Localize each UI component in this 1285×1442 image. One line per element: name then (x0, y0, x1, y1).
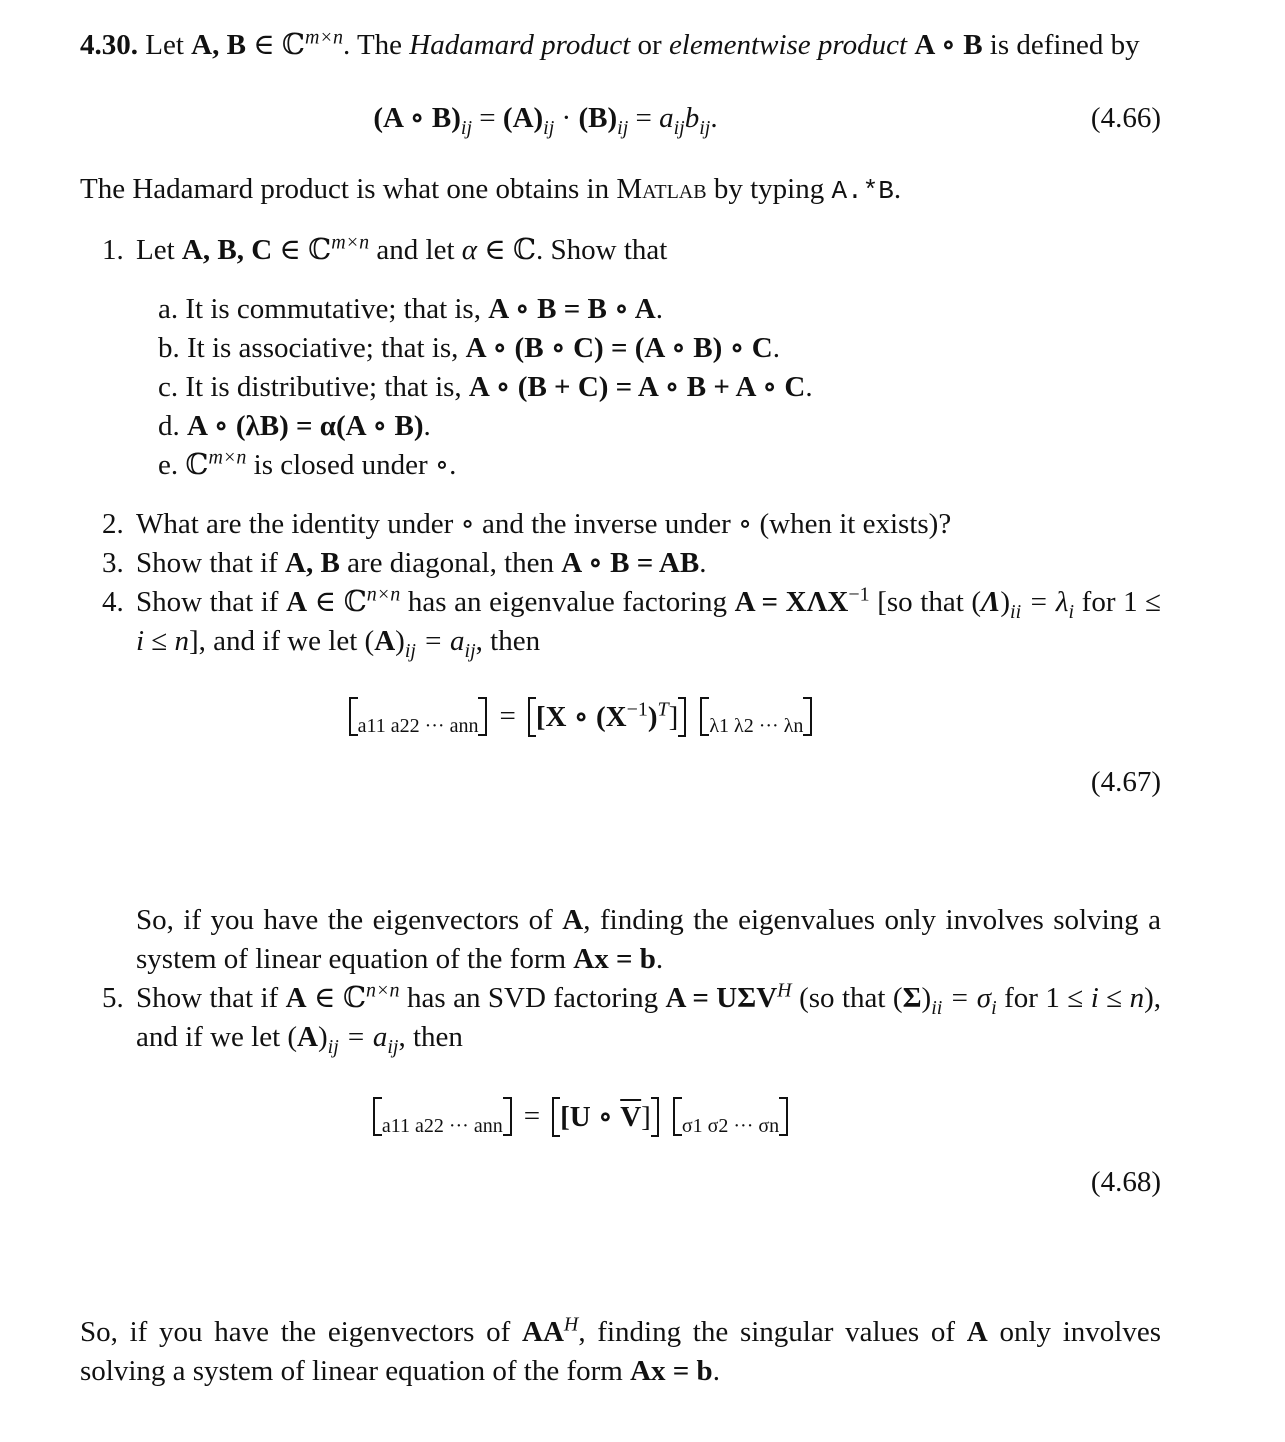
item-3-end: . (699, 547, 707, 579)
item-4-lambda-matrix: Λ (981, 586, 1001, 618)
item-5-sigma-matrix: Σ (902, 982, 922, 1014)
equation-number-4-68: (4.68) (1090, 1166, 1161, 1198)
item-3-text-a: Show that if (136, 547, 278, 579)
term-hadamard: Hadamard product (409, 29, 631, 61)
matrix-subscript: σ1 σ2 ··· σn (681, 1114, 780, 1137)
eq466-lhs-sub: ij (460, 116, 473, 139)
eq466-equals: = (472, 102, 503, 134)
eq467-left-vector (349, 697, 488, 736)
subitem-e-end: is closed under ∘. (253, 449, 457, 481)
matrix-subscript: λ1 λ2 ··· λn (709, 714, 804, 737)
intro-dim: m×n (305, 26, 343, 49)
equation-number-4-66: (4.66) (1090, 102, 1161, 134)
eq466-equals-2: = (628, 102, 660, 134)
item-5-text-f: (so that ( (799, 982, 903, 1014)
item-5-text-j: for 1 ≤ (1004, 982, 1084, 1014)
item-2-text: What are the identity under ∘ and the inverse under ∘ (when it exists)? (136, 508, 952, 540)
item-3-math: A ∘ B = AB (561, 547, 700, 579)
eq467-center-a: [X ∘ (X (535, 700, 627, 733)
item-4-paren-2: ) (395, 625, 405, 657)
eq466-rhs-b: b (684, 102, 700, 134)
conclusion-4-matrix: A (562, 904, 584, 936)
item-5-hermitian: H (777, 979, 792, 1002)
intro-or: or (637, 29, 662, 61)
item-5-factoring: A = UΣV (665, 982, 778, 1014)
item-4-inverse: −1 (848, 583, 870, 606)
item-3 (80, 544, 1161, 583)
document-page (80, 26, 1161, 1391)
equation-4-67: $_{a11 a22 \cdot\cdot\cdot ann}$ = [X ∘ $(X^{-1})^T$] $_{\lambda 1 \lambda 2 \cdot\cdot\cdot \lambda n}$ (4.67) (80, 697, 1161, 873)
matlab-line (80, 170, 1161, 211)
item-5-sub-i: i (991, 996, 997, 1019)
item-4-sub-ij: ij (404, 639, 416, 662)
item-1-subitems (158, 290, 1161, 485)
subitem-d-text: d. (158, 410, 180, 442)
subitem-d (158, 407, 1161, 446)
equation-number-4-67: (4.67) (1090, 766, 1161, 798)
item-5-text-a: Show that if (136, 982, 279, 1014)
final-paragraph (80, 1313, 1161, 1391)
eq466-dot: · (554, 102, 579, 134)
item-5-then: , then (398, 1021, 463, 1053)
item-4-lambda-i: = λ (1021, 586, 1069, 618)
item-1-matrices: A, B, C (181, 234, 273, 266)
item-5-index-i: i (1090, 982, 1099, 1014)
item-4-number: 4. (102, 586, 124, 618)
eq468-right-vector (673, 1097, 788, 1136)
item-4-text-a: Show that if (136, 586, 279, 618)
item-5 (80, 979, 1161, 1057)
equation-4-66 (80, 99, 1161, 138)
matlab-name: Matlab (616, 173, 707, 205)
item-4-set: ∈ ℂ (314, 586, 367, 618)
item-1-text-e: ∈ ℂ. Show that (484, 234, 668, 266)
item-5-number: 5. (102, 982, 124, 1014)
matlab-end: . (893, 173, 902, 205)
eq468-center-c: ] (641, 1100, 651, 1133)
item-5-paren: ) (921, 982, 932, 1014)
final-matrix-a: A (966, 1316, 988, 1348)
item-4-text-n: ], and if we let ( (188, 625, 375, 657)
eq467-right-vector (700, 697, 812, 736)
subitem-b-text: b. It is associative; that is, (158, 332, 459, 364)
item-4-sub-ii: ii (1010, 600, 1022, 623)
subitem-a-end: . (655, 293, 663, 325)
item-5-matrix: A (285, 982, 307, 1014)
final-text-c: , finding the singular values of (578, 1316, 956, 1348)
subitem-e-dim: m×n (208, 446, 247, 469)
item-5-leq: ≤ (1106, 982, 1123, 1014)
item-2 (80, 505, 1161, 544)
item-1-alpha: α (461, 234, 477, 266)
eq466-mid2: (B) (578, 102, 618, 134)
final-text-e: only involves solving a system of linear equation of the form (80, 1316, 1161, 1387)
eq468-conjugate-v: $\overline{V}$ (620, 1100, 642, 1133)
intro-text-3: is defined by (989, 29, 1140, 61)
eq468-center (552, 1099, 659, 1135)
subitem-c (158, 368, 1161, 407)
item-4-matrix: A (286, 586, 308, 618)
item-5-text-n: ), and if we let ( (136, 982, 1162, 1053)
item-4-aij-sub: ij (464, 639, 476, 662)
subitem-e (158, 446, 1161, 485)
eq466-mid1-sub: ij (543, 116, 555, 139)
item-5-matrix-a: A (297, 1021, 318, 1053)
eq466-lhs: (A ∘ B) (373, 102, 461, 134)
item-4-text-d: has an eigenvalue factoring (407, 586, 727, 618)
item-4-text-f: [so that ( (877, 586, 982, 618)
item-4-dim: n×n (366, 583, 401, 606)
eq467-center (528, 699, 687, 735)
subitem-c-end: . (805, 371, 813, 403)
item-4-index-n: n (174, 625, 189, 657)
final-matrix-aah: AA (522, 1316, 564, 1348)
eq467-center-b: ) (647, 700, 658, 733)
matrix-subscript: a11 a22 ··· ann (357, 714, 479, 737)
item-1-number: 1. (102, 234, 124, 266)
subitem-b-math: A ∘ (B ∘ C) = (A ∘ B) ∘ C (465, 332, 773, 364)
intro-matrices: A, B (191, 29, 246, 61)
item-3-number: 3. (102, 547, 124, 579)
item-5-sub-ij: ij (327, 1035, 339, 1058)
conclusion-4-end: . (655, 943, 664, 975)
eq466-rhs-a-sub: ij (673, 116, 685, 139)
matlab-text-a: The Hadamard product is what one obtains in (80, 173, 610, 205)
item-5-aij: = a (338, 1021, 388, 1053)
eq467-transpose: T (657, 697, 669, 720)
item-3-matrices: A, B (285, 547, 340, 579)
final-text-a: So, if you have the eigenvectors of (80, 1316, 511, 1348)
eq466-mid1: (A) (502, 102, 544, 134)
eq466-rhs-a: a (659, 102, 674, 134)
item-4-paren: ) (1000, 586, 1011, 618)
eq467-inverse: −1 (626, 697, 648, 720)
item-1 (80, 231, 1161, 270)
eq466-mid2-sub: ij (617, 116, 629, 139)
item-3-text-c: are diagonal, then (347, 547, 555, 579)
subitem-b (158, 329, 1161, 368)
subitem-d-math: A ∘ (λB) = α(A ∘ B) (187, 410, 424, 442)
subitem-a-text: a. It is commutative; that is, (158, 293, 481, 325)
conclusion-4-text-c: , finding the eigenvalues only involves solving a system of linear equation of the form (136, 904, 1162, 975)
item-4-text-j: for 1 ≤ (1081, 586, 1162, 618)
item-5-sub-ii: ii (931, 996, 943, 1019)
subitem-c-math: A ∘ (B + C) = A ∘ B + A ∘ C (468, 371, 806, 403)
eq467-center-c: ] (668, 700, 679, 733)
item-1-text-d: and let (376, 234, 455, 266)
intro-text-2: . The (342, 29, 403, 61)
conclusion-4-text-a: So, if you have the eigenvectors of (136, 904, 553, 936)
eq466-rhs-b-sub: ij (699, 116, 711, 139)
item-4-then: , then (475, 625, 541, 657)
problem-intro (80, 26, 1161, 65)
subitem-c-text: c. It is distributive; that is, (158, 371, 462, 403)
item-2-number: 2. (102, 508, 124, 540)
intro-set: ∈ ℂ (253, 29, 306, 61)
item-5-text-d: has an SVD factoring (407, 982, 659, 1014)
final-equation: Ax = b (630, 1355, 713, 1387)
conclusion-4-equation: Ax = b (573, 943, 656, 975)
subitem-a-math: A ∘ B = B ∘ A (488, 293, 656, 325)
term-elementwise: elementwise product (668, 29, 908, 61)
problem-number: 4.30. (80, 29, 138, 61)
item-4-matrix-a: A (374, 625, 396, 657)
item-4-factoring: A = XΛX (734, 586, 849, 618)
item-5-dim: n×n (366, 979, 400, 1002)
item-4-aij: = a (415, 625, 465, 657)
item-4-leq: ≤ (151, 625, 168, 657)
item-4-index-i: i (136, 625, 145, 657)
eq468-left-vector (373, 1097, 512, 1136)
matlab-text-b: by typing (713, 173, 825, 205)
eq468-center-a: [U ∘ (560, 1100, 613, 1133)
subitem-a (158, 290, 1161, 329)
matlab-code: A.*B (831, 176, 894, 206)
item-1-text-a: Let (136, 234, 175, 266)
equation-4-68: $_{a11 a22 \cdot\cdot\cdot ann}$ = [U ∘ $\overline{V}$] $_{\sigma 1 \sigma 2 \cdot\cdot\cdot \sigma n}$ (4.68) (80, 1097, 1161, 1273)
intro-text: Let (145, 29, 184, 61)
item-5-sigma-i: = σ (942, 982, 992, 1014)
item-5-set: ∈ ℂ (314, 982, 367, 1014)
item-4-sub-i: i (1068, 600, 1075, 623)
item-4 (80, 583, 1161, 661)
item-5-index-n: n (1129, 982, 1145, 1014)
item-5-aij-sub: ij (387, 1035, 399, 1058)
final-hermitian: H (563, 1313, 579, 1336)
item-1-dim: m×n (331, 231, 370, 254)
subitem-b-end: . (772, 332, 780, 364)
subitem-d-end: . (423, 410, 431, 442)
intro-product: A ∘ B (914, 29, 983, 61)
item-1-set: ∈ ℂ (279, 234, 332, 266)
subitem-e-text: e. ℂ (158, 449, 209, 481)
final-end: . (712, 1355, 720, 1387)
item-5-paren-2: ) (318, 1021, 328, 1053)
matrix-subscript: a11 a22 ··· ann (381, 1114, 503, 1137)
eq466-end: . (710, 102, 718, 134)
item-4-conclusion (80, 901, 1161, 979)
